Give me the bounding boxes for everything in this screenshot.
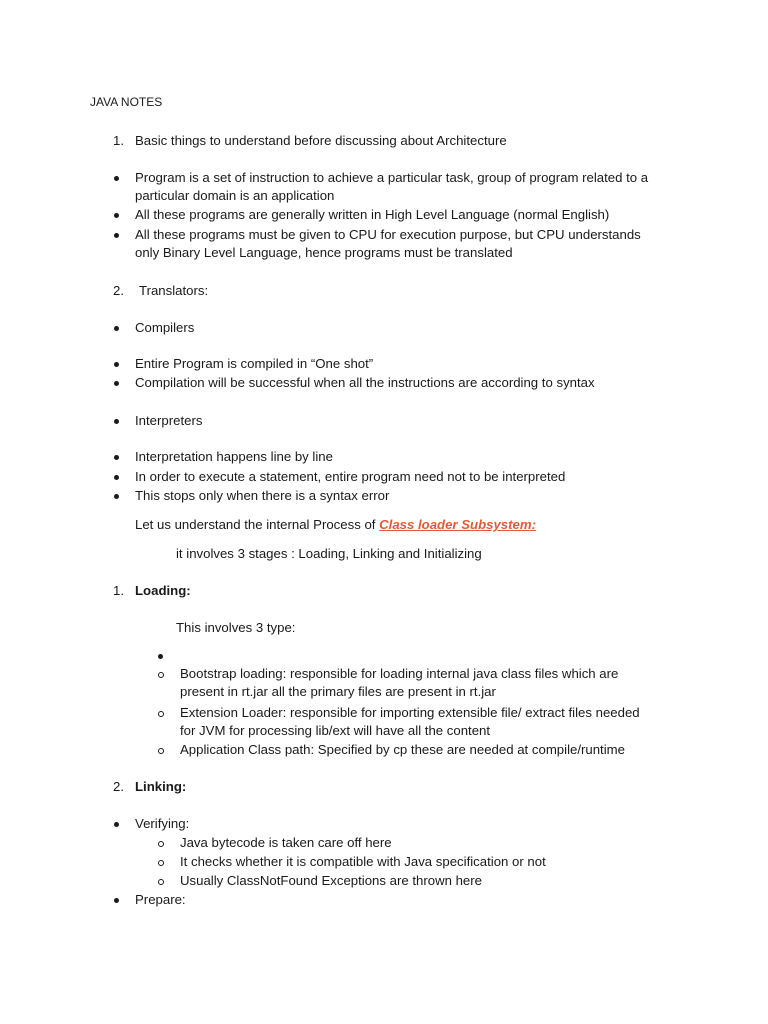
section-heading: Translators: bbox=[139, 283, 209, 298]
list-item-text: This stops only when there is a syntax error bbox=[135, 488, 390, 503]
bullet-icon bbox=[158, 654, 163, 659]
paragraph: This involves 3 type: bbox=[176, 620, 296, 635]
list-item-text: Entire Program is compiled in “One shot” bbox=[135, 356, 374, 371]
section-number: 1. bbox=[113, 133, 124, 148]
section-number: 2. bbox=[113, 779, 124, 794]
list-item-text: All these programs are generally written in High Level Language (normal English) bbox=[135, 207, 610, 222]
bullet-icon bbox=[114, 381, 119, 386]
paragraph-text: Let us understand the internal Process of bbox=[135, 517, 380, 532]
sub-bullet-icon bbox=[158, 672, 164, 678]
bullet-icon bbox=[114, 419, 119, 424]
bullet-icon bbox=[114, 176, 119, 181]
list-item-text: It checks whether it is compatible with Java specification or not bbox=[180, 854, 546, 869]
list-item-text: for JVM for processing lib/ext will have all the content bbox=[180, 723, 491, 738]
list-item-text: Bootstrap loading: responsible for loading internal java class files which are bbox=[180, 666, 619, 681]
list-item-text: Usually ClassNotFound Exceptions are thrown here bbox=[180, 873, 482, 888]
paragraph: it involves 3 stages : Loading, Linking and Initializing bbox=[176, 546, 482, 561]
bullet-icon bbox=[114, 475, 119, 480]
list-item-text: particular domain is an application bbox=[135, 188, 335, 203]
section-heading: Loading: bbox=[135, 583, 191, 598]
list-item-text: Extension Loader: responsible for importing extensible file/ extract files needed bbox=[180, 705, 640, 720]
list-item-text: All these programs must be given to CPU for execution purpose, but CPU understands bbox=[135, 227, 641, 242]
section-heading: Linking: bbox=[135, 779, 187, 794]
document-title: JAVA NOTES bbox=[90, 95, 163, 109]
bullet-icon bbox=[114, 213, 119, 218]
sub-bullet-icon bbox=[158, 748, 164, 754]
list-item-text: only Binary Level Language, hence programs must be translated bbox=[135, 245, 513, 260]
section-heading: Basic things to understand before discussing about Architecture bbox=[135, 133, 507, 148]
bullet-icon bbox=[114, 494, 119, 499]
section-number: 1. bbox=[113, 583, 124, 598]
list-item-text: present in rt.jar all the primary files are present in rt.jar bbox=[180, 684, 496, 699]
list-item-text: Interpreters bbox=[135, 413, 203, 428]
class-loader-link[interactable]: Class loader Subsystem: bbox=[379, 517, 536, 532]
sub-bullet-icon bbox=[158, 860, 164, 866]
bullet-icon bbox=[114, 326, 119, 331]
list-item-text: Compilers bbox=[135, 320, 195, 335]
paragraph bbox=[135, 516, 536, 534]
bullet-icon bbox=[114, 233, 119, 238]
sub-bullet-icon bbox=[158, 711, 164, 717]
list-item-text: Application Class path: Specified by cp these are needed at compile/runtime bbox=[180, 742, 625, 757]
list-item-text: Verifying: bbox=[135, 816, 190, 831]
list-item-text: Prepare: bbox=[135, 892, 186, 907]
bullet-icon bbox=[114, 362, 119, 367]
list-item-text: Java bytecode is taken care off here bbox=[180, 835, 392, 850]
list-item-text: Interpretation happens line by line bbox=[135, 449, 333, 464]
bullet-icon bbox=[114, 455, 119, 460]
bullet-icon bbox=[114, 822, 119, 827]
sub-bullet-icon bbox=[158, 879, 164, 885]
list-item-text: Compilation will be successful when all the instructions are according to syntax bbox=[135, 375, 595, 390]
list-item-text: In order to execute a statement, entire program need not to be interpreted bbox=[135, 469, 566, 484]
sub-bullet-icon bbox=[158, 841, 164, 847]
section-number: 2. bbox=[113, 283, 124, 298]
list-item-text: Program is a set of instruction to achieve a particular task, group of program related to a bbox=[135, 170, 649, 185]
bullet-icon bbox=[114, 898, 119, 903]
